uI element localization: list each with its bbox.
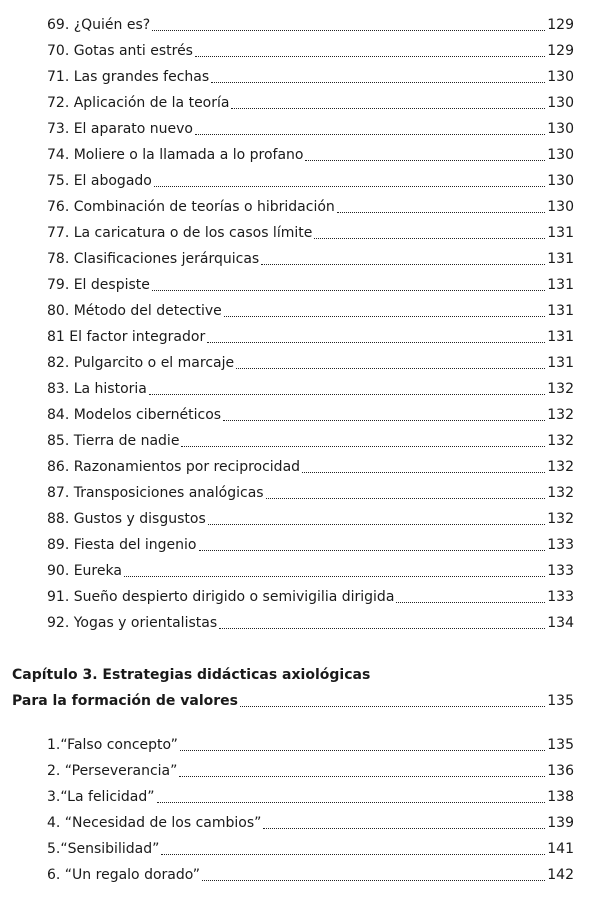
chapter-title: Capítulo 3. Estrategias didácticas axiológicas (12, 667, 371, 683)
toc-entry-title: 1.“Falso concepto” (47, 737, 178, 753)
toc-entry-title: 4. “Necesidad de los cambios” (47, 815, 262, 831)
dot-leader (157, 802, 546, 803)
toc-entry-title: 91. Sueño despierto dirigido o semivigilia dirigida (47, 589, 395, 605)
toc-row (47, 194, 574, 220)
toc-page-number: 135 (547, 737, 574, 753)
dot-leader (337, 212, 545, 213)
toc-page-number: 138 (547, 789, 574, 805)
toc-entry-title: 2. “Perseverancia” (47, 763, 178, 779)
toc-row (47, 116, 574, 142)
toc-page-number: 132 (547, 485, 574, 501)
toc-row (47, 298, 574, 324)
toc-row (47, 64, 574, 90)
toc-entry-title: 77. La caricatura o de los casos límite (47, 225, 313, 241)
toc-page-number: 142 (547, 867, 574, 883)
toc-row (47, 610, 574, 636)
toc-page-number: 131 (547, 277, 574, 293)
dot-leader (261, 264, 545, 265)
dot-leader (161, 854, 545, 855)
dot-leader (180, 750, 545, 751)
toc-page-number: 133 (547, 537, 574, 553)
toc-entry-title: 85. Tierra de nadie (47, 433, 180, 449)
toc-row (47, 506, 574, 532)
toc-row (47, 454, 574, 480)
toc-entry-title: 81 El factor integrador (47, 329, 206, 345)
toc-page-number: 131 (547, 251, 574, 267)
toc-page-number: 132 (547, 407, 574, 423)
toc-entry-title: 86. Razonamientos por reciprocidad (47, 459, 301, 475)
dot-leader (152, 30, 545, 31)
toc-row (47, 558, 574, 584)
toc-page-number: 130 (547, 147, 574, 163)
toc-entry-title: 87. Transposiciones analógicas (47, 485, 264, 501)
toc-row (47, 272, 574, 298)
toc-page-number: 131 (547, 355, 574, 371)
toc-page-number: 134 (547, 615, 574, 631)
toc-row (47, 758, 574, 784)
toc-entry-title: 73. El aparato nuevo (47, 121, 193, 137)
toc-page-number: 133 (547, 563, 574, 579)
toc-entry-title: 80. Método del detective (47, 303, 222, 319)
toc-row (47, 810, 574, 836)
dot-leader (208, 524, 546, 525)
toc-entry-title: 76. Combinación de teorías o hibridación (47, 199, 335, 215)
toc-row (47, 376, 574, 402)
toc-page-number: 136 (547, 763, 574, 779)
dot-leader (152, 290, 545, 291)
dot-leader (202, 880, 545, 881)
toc-page-number: 129 (547, 17, 574, 33)
chapter-heading (12, 662, 574, 714)
toc-page-number: 130 (547, 173, 574, 189)
toc-row (47, 784, 574, 810)
toc-row (47, 90, 574, 116)
dot-leader (231, 108, 545, 109)
toc-entry-title: 84. Modelos cibernéticos (47, 407, 222, 423)
toc-entry-title: 78. Clasificaciones jerárquicas (47, 251, 260, 267)
toc-page-number: 132 (547, 381, 574, 397)
toc-row (47, 480, 574, 506)
dot-leader (314, 238, 545, 239)
toc-page-number: 139 (547, 815, 574, 831)
toc-entry-title: 3.“La felicidad” (47, 789, 155, 805)
dot-leader (305, 160, 545, 161)
dot-leader (154, 186, 545, 187)
dot-leader (266, 498, 546, 499)
dot-leader (149, 394, 545, 395)
chapter-subtitle: Para la formación de valores (12, 693, 238, 709)
toc-row (47, 38, 574, 64)
toc-row (47, 584, 574, 610)
toc-page-number: 132 (547, 459, 574, 475)
toc-entry-title: 82. Pulgarcito o el marcaje (47, 355, 235, 371)
dot-leader (263, 828, 545, 829)
toc-entry-title: 72. Aplicación de la teoría (47, 95, 230, 111)
toc-entry-title: 5.“Sensibilidad” (47, 841, 160, 857)
dot-leader (224, 316, 545, 317)
toc-page-number: 130 (547, 69, 574, 85)
toc-page-number: 132 (547, 511, 574, 527)
toc-row (47, 142, 574, 168)
toc-row (47, 732, 574, 758)
toc-entry-title: 92. Yogas y orientalistas (47, 615, 218, 631)
toc-page-number: 129 (547, 43, 574, 59)
toc-page-number: 130 (547, 199, 574, 215)
toc-row (47, 220, 574, 246)
dot-leader (240, 706, 545, 707)
dot-leader (211, 82, 545, 83)
toc-entry-title: 74. Moliere o la llamada a lo profano (47, 147, 304, 163)
toc-row (47, 168, 574, 194)
dot-leader (236, 368, 545, 369)
toc-list-upper (47, 12, 574, 636)
toc-list-lower (47, 732, 574, 888)
toc-entry-title: 90. Eureka (47, 563, 122, 579)
toc-entry-title: 75. El abogado (47, 173, 152, 189)
toc-page-number: 131 (547, 329, 574, 345)
dot-leader (124, 576, 545, 577)
toc-row (47, 862, 574, 888)
dot-leader (195, 56, 545, 57)
toc-entry-title: 89. Fiesta del ingenio (47, 537, 197, 553)
dot-leader (223, 420, 545, 421)
toc-page-number: 131 (547, 303, 574, 319)
chapter-subtitle-row (12, 688, 574, 714)
toc-page-number: 131 (547, 225, 574, 241)
toc-entry-title: 79. El despiste (47, 277, 150, 293)
toc-row (47, 428, 574, 454)
dot-leader (302, 472, 545, 473)
toc-entry-title: 69. ¿Quién es? (47, 17, 151, 33)
dot-leader (195, 134, 545, 135)
toc-row (47, 246, 574, 272)
toc-entry-title: 70. Gotas anti estrés (47, 43, 193, 59)
toc-row (47, 12, 574, 38)
toc-page-number: 133 (547, 589, 574, 605)
dot-leader (396, 602, 545, 603)
toc-row (47, 836, 574, 862)
toc-row (47, 532, 574, 558)
toc-page-number: 130 (547, 95, 574, 111)
toc-entry-title: 88. Gustos y disgustos (47, 511, 206, 527)
dot-leader (179, 776, 545, 777)
dot-leader (219, 628, 545, 629)
chapter-page-number: 135 (547, 693, 574, 709)
toc-page-number: 130 (547, 121, 574, 137)
toc-entry-title: 83. La historia (47, 381, 147, 397)
toc-row (47, 402, 574, 428)
dot-leader (199, 550, 546, 551)
dot-leader (181, 446, 545, 447)
toc-row (47, 350, 574, 376)
toc-entry-title: 71. Las grandes fechas (47, 69, 210, 85)
toc-entry-title: 6. “Un regalo dorado” (47, 867, 201, 883)
dot-leader (207, 342, 545, 343)
toc-row (47, 324, 574, 350)
toc-page-number: 132 (547, 433, 574, 449)
toc-page-number: 141 (547, 841, 574, 857)
